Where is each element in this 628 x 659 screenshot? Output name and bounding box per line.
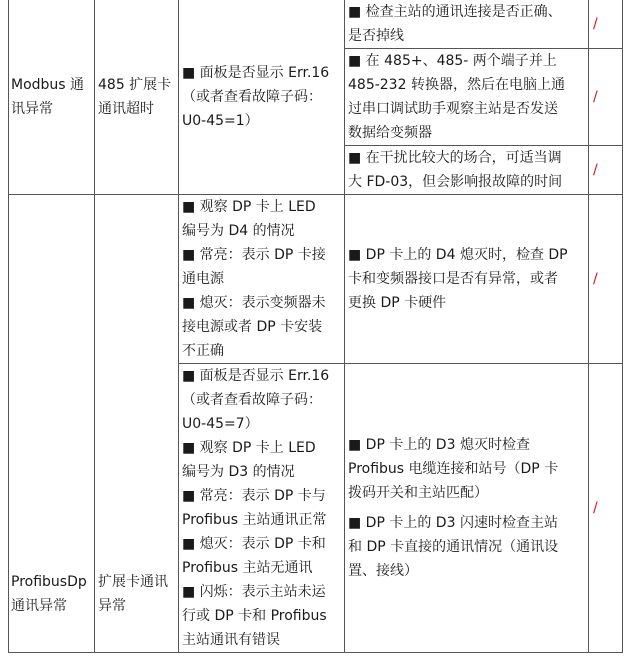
- fault-table: [8, 0, 623, 653]
- solution-line: 是否掉线: [348, 28, 404, 44]
- remark-mark: /: [589, 0, 623, 49]
- fault-name-line: Modbus 通: [11, 77, 85, 93]
- cause-line: ■ 面板是否显示 Err.16: [182, 65, 330, 81]
- cause-line: （或者查看故障子码：: [182, 89, 322, 105]
- cause-line: 主站通讯有错误: [182, 632, 280, 648]
- fault-name-line: 讯异常: [11, 101, 53, 117]
- fault-name-line: ProfibusDp: [11, 574, 87, 590]
- fault-name-cell: [9, 195, 95, 653]
- cause-line: ■ 熄灭：表示 DP 卡和: [182, 536, 326, 552]
- solution-line: 和 DP 卡直接的通讯情况（通讯设: [348, 539, 559, 555]
- solution-line: 大 FD-03，但会影响报故障的时间: [348, 174, 563, 190]
- cause-line: ■ 观察 DP 卡上 LED: [182, 199, 316, 215]
- solution-cell: [345, 0, 589, 49]
- solution-line: 更换 DP 卡硬件: [348, 295, 447, 311]
- cause-cell: [179, 195, 345, 364]
- cause-line: ■ 面板是否显示 Err.16: [182, 368, 330, 384]
- cause-cell: [179, 364, 345, 653]
- solution-line: 卡和变频器接口是否有异常，或者: [348, 271, 558, 287]
- solution-line: ■ 在干扰比较大的场合，可适当调: [348, 150, 562, 166]
- solution-line: 置、接线）: [348, 563, 418, 579]
- cause-line: ■ 熄灭：表示变频器未: [182, 295, 326, 311]
- cause-line: ■ 常亮：表示 DP 卡接: [182, 247, 326, 263]
- cause-line: U0-45=1）: [182, 113, 259, 129]
- table-row: [9, 195, 623, 364]
- cause-line: Profibus 主站无通讯: [182, 560, 313, 576]
- solution-line: ■ DP 卡上的 D4 熄灭时，检查 DP: [348, 247, 568, 263]
- solution-line: ■ DP 卡上的 D3 闪速时检查主站: [348, 515, 558, 531]
- cause-line: 编号为 D3 的情况: [182, 464, 295, 480]
- cause-line: ■ 闪烁：表示主站未运: [182, 584, 326, 600]
- fault-name-cell: [9, 0, 95, 195]
- remark-mark: /: [589, 49, 623, 146]
- fault-type-line: 通讯超时: [98, 101, 154, 117]
- cause-line: 编号为 D4 的情况: [182, 223, 295, 239]
- fault-name-line: 通讯异常: [11, 598, 67, 614]
- remark-mark: /: [589, 364, 623, 653]
- solution-line: 过串口调试助手观察主站是否发送: [348, 101, 558, 117]
- solution-cell: [345, 364, 589, 653]
- solution-line: Profibus 电缆连接和站号（DP 卡: [348, 461, 559, 477]
- fault-type-cell: [95, 195, 179, 653]
- cause-line: U0-45=7）: [182, 416, 259, 432]
- cause-line: ■ 观察 DP 卡上 LED: [182, 440, 316, 456]
- solution-line: 485-232 转换器，然后在电脑上通: [348, 77, 565, 93]
- solution-line: ■ 在 485+、485- 两个端子并上: [348, 53, 557, 69]
- table-row: [9, 0, 623, 49]
- fault-type-line: 485 扩展卡: [98, 77, 172, 93]
- cause-line: 通电源: [182, 271, 224, 287]
- solution-cell: [345, 146, 589, 195]
- cause-line: Profibus 主站通讯正常: [182, 512, 327, 528]
- solution-line: ■ DP 卡上的 D3 熄灭时检查: [348, 437, 530, 453]
- solution-cell: [345, 195, 589, 364]
- cause-line: 行或 DP 卡和 Profibus: [182, 608, 327, 624]
- solution-line: 数据给变频器: [348, 125, 432, 141]
- solution-cell: [345, 49, 589, 146]
- remark-mark: /: [589, 146, 623, 195]
- solution-line: ■ 检查主站的通讯连接是否正确、: [348, 4, 562, 20]
- cause-line: （或者查看故障子码：: [182, 392, 322, 408]
- solution-line: 拨码开关和主站匹配）: [348, 485, 488, 501]
- cause-line: 不正确: [182, 343, 224, 359]
- cause-line: ■ 常亮：表示 DP 卡与: [182, 488, 326, 504]
- fault-type-cell: [95, 0, 179, 195]
- cause-line: 接电源或者 DP 卡安装: [182, 319, 323, 335]
- fault-type-line: 扩展卡通讯: [98, 574, 168, 590]
- remark-mark: /: [589, 195, 623, 364]
- fault-type-line: 异常: [98, 598, 126, 614]
- cause-cell: [179, 0, 345, 195]
